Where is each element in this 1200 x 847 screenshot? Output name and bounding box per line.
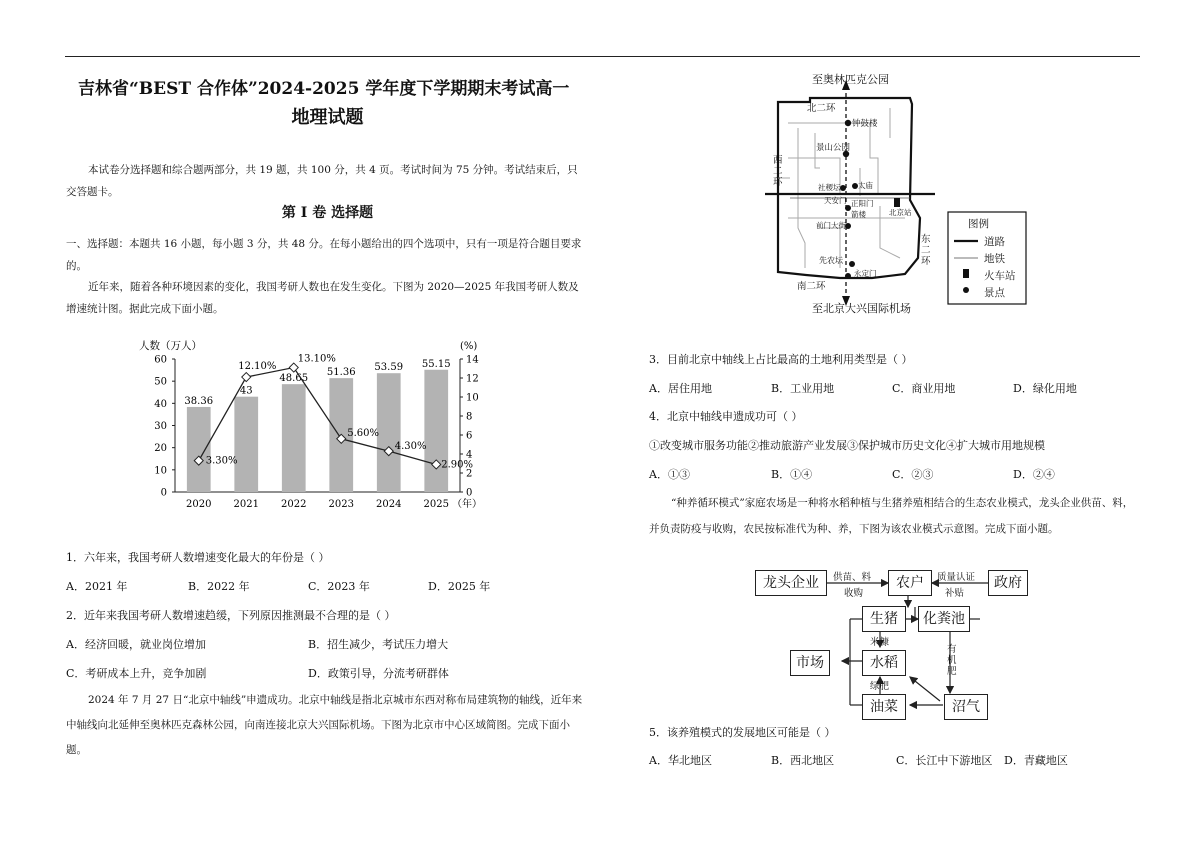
q3-option-d[interactable]: D．绿化用地: [1013, 382, 1077, 395]
node-rice: 水稻: [862, 650, 906, 676]
bar-value-label: 43: [239, 385, 253, 397]
node-biogas: 沼气: [944, 694, 988, 720]
instructions: 一、选择题：本题共 16 小题，每小题 3 分，共 48 分。在每小题给出的四个选项中，只有一项是符合题目要求的。: [66, 238, 582, 272]
node-market: 市场: [790, 650, 830, 676]
q5-option-a[interactable]: A．华北地区: [649, 754, 712, 767]
bar: [234, 397, 258, 492]
y-axis-title: 人数（万人）: [139, 340, 202, 352]
legend-title: 图例: [968, 218, 989, 230]
x-tick-label: 2021: [233, 499, 259, 510]
scenic-point-icon: [845, 273, 851, 279]
y-tick-label: 30: [154, 421, 167, 432]
exam-title: 吉林省“BEST 合作体”2024-2025 学年度下学期期末考试高一: [78, 79, 570, 99]
x-axis-unit: （年）: [452, 499, 482, 510]
bar-value-label: 53.59: [374, 362, 404, 374]
ring-west-label: 西二环: [773, 155, 783, 188]
q1-option-d[interactable]: D．2025 年: [428, 580, 491, 593]
place-jingshan: 景山公园: [816, 143, 851, 153]
y-tick-label: 20: [154, 443, 167, 455]
legend-scenic-icon: [963, 287, 969, 293]
map-bottom-label: 至北京大兴国际机场: [812, 302, 911, 315]
place-taimiao: 太庙: [858, 181, 873, 190]
x-tick-label: 2023: [328, 499, 354, 510]
q3-stem: 3．目前北京中轴线上占比最高的土地利用类型是（ ）: [649, 353, 913, 366]
y2-tick-label: 10: [466, 392, 479, 404]
growth-label: 2.90%: [441, 459, 474, 471]
place-qianmen: 前门大街: [816, 221, 846, 230]
place-zhengyangmen: 正阳门: [851, 199, 874, 208]
y-tick-label: 10: [154, 465, 167, 477]
top-rule: [65, 56, 1140, 57]
y-tick-label: 50: [154, 376, 167, 388]
q4-option-b[interactable]: B．①④: [771, 468, 813, 481]
legend-train: 火车站: [984, 270, 1016, 282]
exam-chart: [120, 335, 490, 515]
node-pig: 生猪: [862, 606, 906, 632]
growth-label: 4.30%: [394, 441, 427, 453]
y-tick-label: 60: [154, 354, 167, 366]
growth-label: 12.10%: [238, 361, 277, 373]
node-rapeseed: 油菜: [862, 694, 906, 720]
q5-option-b[interactable]: B．西北地区: [771, 754, 835, 767]
edge-supply: 供苗、料: [833, 572, 872, 583]
y2-tick-label: 2: [466, 468, 473, 480]
q4-stem: 4．北京中轴线申遗成功可（ ）: [649, 410, 803, 423]
q4-option-a[interactable]: A．①③: [649, 468, 690, 481]
growth-point: [242, 373, 251, 382]
place-tiananmen: 天安门: [824, 196, 847, 205]
y2-tick-label: 14: [466, 354, 479, 366]
edge-rice-bran: 米糠: [870, 637, 890, 648]
bar-value-label: 51.36: [326, 367, 356, 379]
q5-option-d[interactable]: D．青藏地区: [1004, 754, 1068, 767]
bar-value-label: 55.15: [421, 358, 451, 370]
q2-option-b[interactable]: B．招生减少，考试压力增大: [308, 638, 449, 651]
q1-option-b[interactable]: B．2022 年: [188, 580, 250, 593]
ring-south-label: 南二环: [797, 281, 826, 292]
q2-stem: 2．近年来我国考研人数增速趋缓，下列原因推测最不合理的是（ ）: [66, 609, 396, 622]
legend-road: 道路: [984, 236, 1005, 248]
place-xiannongtan: 先农坛: [819, 256, 843, 265]
q4-option-c[interactable]: C．②③: [892, 468, 934, 481]
q2-option-a[interactable]: A．经济回暖，就业岗位增加: [66, 638, 206, 651]
q1-option-a[interactable]: A．2021 年: [66, 580, 128, 593]
edge-green-manure: 绿肥: [870, 681, 890, 692]
edge-organic-fertilizer: 有机肥: [947, 644, 957, 677]
q3-option-c[interactable]: C．商业用地: [892, 382, 956, 395]
q1-option-c[interactable]: C．2023 年: [308, 580, 370, 593]
y2-tick-label: 12: [466, 373, 479, 385]
q2-option-d[interactable]: D．政策引导，分流考研群体: [308, 667, 449, 680]
exam-intro: 本试卷分选择题和综合题两部分，共 19 题，共 100 分，共 4 页。考试时间为 75 分钟。考试结束后，只交答题卡。: [66, 164, 578, 198]
y2-tick-label: 4: [466, 449, 473, 461]
y2-tick-label: 6: [466, 430, 473, 442]
place-beijing-station: 北京站: [889, 208, 912, 217]
x-tick-label: 2022: [281, 499, 307, 510]
y2-tick-label: 0: [466, 487, 473, 499]
q3-option-a[interactable]: A．居住用地: [649, 382, 712, 395]
q3-option-b[interactable]: B．工业用地: [771, 382, 835, 395]
y-tick-label: 40: [154, 398, 167, 410]
legend-scenic: 景点: [984, 287, 1005, 299]
passage-3: “种养循环模式”家庭农场是一种将水稻种植与生猪养殖相结合的生态农业模式，龙头企业供苗、料，并负责防疫与收购，农民按标准代为种、养，下图为该农业模式示意图。完成下面小题。: [649, 497, 1134, 535]
train-station-icon: [894, 198, 900, 207]
scenic-point-icon: [849, 261, 855, 267]
place-shejitan: 社稷坛: [818, 183, 841, 192]
bar-value-label: 38.36: [184, 395, 214, 407]
x-tick-label: 2024: [376, 499, 402, 510]
growth-label: 3.30%: [205, 455, 238, 467]
node-farmer: 农户: [888, 570, 932, 596]
ring-east-label: 东二环: [921, 234, 931, 267]
node-enterprise: 龙头企业: [755, 570, 827, 596]
bar: [377, 373, 401, 492]
legend-subway: 地铁: [984, 253, 1005, 265]
x-tick-label: 2025: [423, 499, 449, 510]
x-tick-label: 2020: [186, 499, 212, 510]
node-manure-pit: 化粪池: [918, 606, 970, 632]
bar: [282, 384, 306, 492]
bar: [424, 370, 448, 492]
q4-option-d[interactable]: D．②④: [1013, 468, 1055, 481]
q5-option-c[interactable]: C．长江中下游地区: [896, 754, 993, 767]
y-tick-label: 0: [160, 487, 167, 499]
scenic-point-icon: [845, 120, 851, 126]
map-top-label: 至奥林匹克公园: [812, 73, 889, 86]
q1-stem: 1．六年来，我国考研人数增速变化最大的年份是（ ）: [66, 551, 330, 564]
y2-tick-label: 8: [466, 411, 473, 423]
place-jianlou: 箭楼: [851, 210, 866, 219]
exam-subtitle: 地理试题: [291, 107, 364, 128]
node-government: 政府: [988, 570, 1028, 596]
y2-axis-title: (%): [460, 341, 478, 352]
bar: [187, 407, 211, 492]
bar-value-label: 48.65: [279, 373, 309, 385]
q2-option-c[interactable]: C．考研成本上升，竞争加剧: [66, 667, 207, 680]
growth-label: 5.60%: [347, 427, 380, 439]
edge-subsidy: 补贴: [945, 588, 965, 599]
passage-1: 近年来，随着各种环境因素的变化，我国考研人数也在发生变化。下图为 2020—2025 年我国考研人数及增速统计图。据此完成下面小题。: [66, 281, 579, 315]
q4-statements: ①改变城市服务功能②推动旅游产业发展③保护城市历史文化④扩大城市用地规模: [649, 439, 1045, 452]
section-heading: 第 Ⅰ 卷 选择题: [281, 205, 374, 221]
place-yongdingmen: 永定门: [854, 269, 877, 278]
place-zhonggulou: 钟鼓楼: [852, 119, 878, 129]
legend-train-icon: [963, 269, 969, 278]
edge-certification: 质量认证: [937, 572, 976, 583]
edge-purchase: 收购: [844, 588, 864, 599]
q5-stem: 5．该养殖模式的发展地区可能是（ ）: [649, 726, 836, 739]
passage-2: 2024 年 7 月 27 日“北京中轴线”申遗成功。北京中轴线是指北京城市东西对称布局建筑物的轴线，近年来中轴线向北延伸至奥林匹克森林公园，向南连接北京大兴国际机场。下图为北京市中心区域简图。完成下面小题。: [66, 694, 583, 756]
ring-north-label: 北二环: [807, 103, 836, 114]
growth-label: 13.10%: [297, 353, 336, 365]
